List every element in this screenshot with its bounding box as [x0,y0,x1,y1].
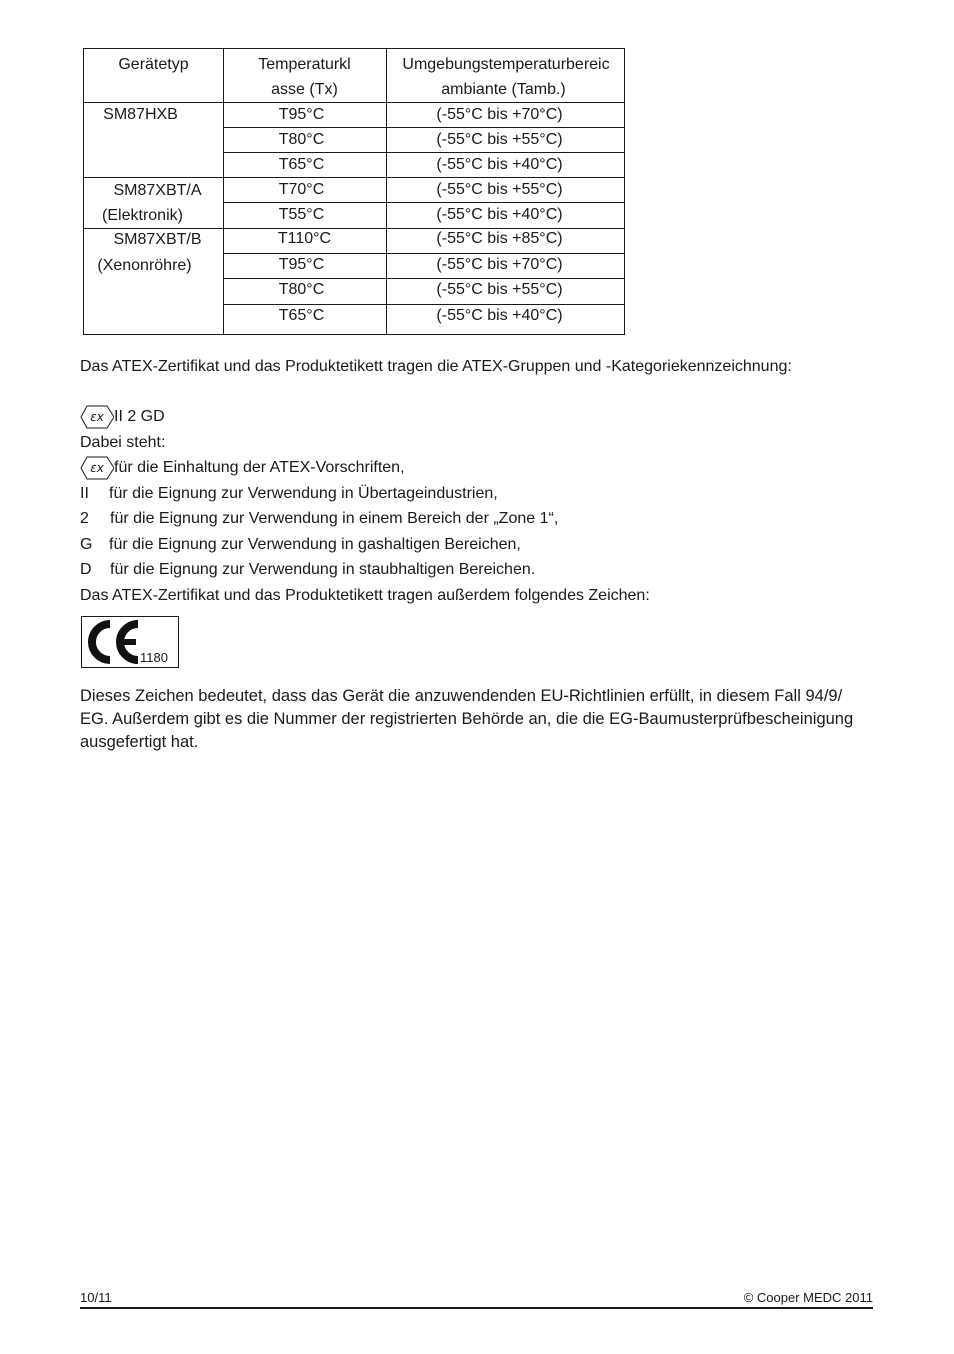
device-cell: (Xenonröhre) [97,257,192,274]
svg-text:εx: εx [90,409,104,424]
copyright: © Cooper MEDC 2011 [743,1290,873,1305]
tamb-cell: (-55°C bis +55°C) [436,131,563,148]
ex-marking-line [80,404,165,429]
ex-hexagon-icon [80,405,114,429]
header-temp-class-line1: Temperaturkl [258,56,351,73]
tx-cell: T70°C [278,181,325,198]
footer-rule [80,1307,873,1309]
item-key: 2 [80,510,89,527]
ex-meaning: für die Einhaltung der ATEX-Vorschriften, [114,459,405,476]
ce-explain-line: Dieses Zeichen bedeutet, dass das Gerät die anzuwendenden EU-Richtlinien erfüllt, in diesem Fall 94/9/ [80,687,843,705]
tx-cell: T80°C [278,131,325,148]
tx-cell: T55°C [278,206,325,223]
item-key: II [80,485,89,502]
device-cell: SM87XBT/B [113,231,202,248]
ex-marking: II 2 GD [114,408,165,425]
tx-cell: T80°C [278,281,325,298]
tx-cell: T95°C [278,106,325,123]
tamb-cell: (-55°C bis +55°C) [436,181,563,198]
header-device-type: Gerätetyp [118,56,189,73]
ce-explain-line: ausgefertigt hat. [80,733,199,751]
ce-logo-icon [86,620,142,664]
ex-meaning-line [80,455,405,480]
tamb-cell: (-55°C bis +40°C) [436,206,563,223]
tamb-cell: (-55°C bis +85°C) [436,230,563,247]
device-cell: SM87XBT/A [113,182,202,199]
temperature-class-table [83,48,625,335]
ce-intro: Das ATEX-Zertifikat und das Produktetikett tragen außerdem folgendes Zeichen: [80,587,650,604]
svg-text:εx: εx [90,460,104,475]
device-cell: (Elektronik) [102,207,183,224]
tx-cell: T65°C [278,307,325,324]
ce-number: 1180 [140,650,168,665]
item-text: für die Eignung zur Verwendung in Übertageindustrien, [109,485,498,502]
item-key: D [80,561,92,578]
tx-cell: T95°C [278,256,325,273]
page-number: 10/11 [80,1290,112,1305]
tamb-cell: (-55°C bis +40°C) [436,307,563,324]
item-text: für die Eignung zur Verwendung in staubhaltigen Bereichen. [110,561,536,578]
tx-cell: T65°C [278,156,325,173]
tamb-cell: (-55°C bis +55°C) [436,281,563,298]
item-text: für die Eignung zur Verwendung in gashaltigen Bereichen, [109,536,521,553]
tamb-cell: (-55°C bis +40°C) [436,156,563,173]
header-ambient-line1: Umgebungstemperaturbereic [402,56,610,73]
atex-intro: Das ATEX-Zertifikat und das Produktetikett tragen die ATEX-Gruppen und -Kategoriekennzeichnung: [80,358,792,375]
tx-cell: T110°C [277,230,332,247]
header-temp-class-line2: asse (Tx) [271,81,338,98]
dabei-label: Dabei steht: [80,434,166,451]
item-key: G [80,536,93,553]
ce-mark [81,616,179,668]
item-text: für die Eignung zur Verwendung in einem Bereich der „Zone 1“, [110,510,559,527]
tamb-cell: (-55°C bis +70°C) [436,106,563,123]
device-cell: SM87HXB [103,106,178,123]
header-ambient-line2: ambiante (Tamb.) [441,81,566,98]
ce-explain-line: EG. Außerdem gibt es die Nummer der registrierten Behörde an, die die EG-Baumusterprüfbescheinigung [80,710,854,728]
tamb-cell: (-55°C bis +70°C) [436,256,563,273]
ex-hexagon-icon [80,456,114,480]
